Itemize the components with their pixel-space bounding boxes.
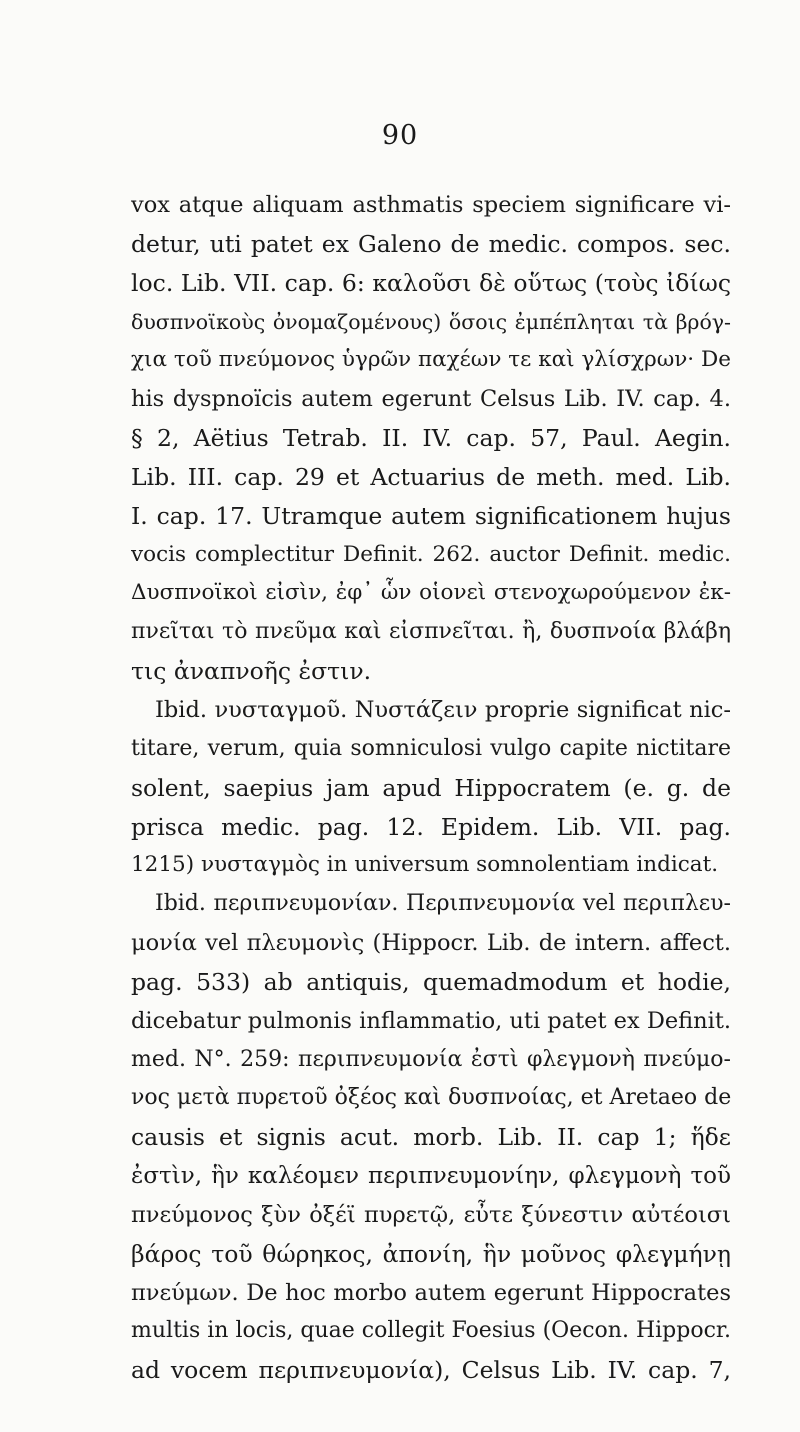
text-line: his dyspnoïcis autem egerunt Celsus Lib. IV. cap. 4. xyxy=(131,386,731,413)
text-line: ἐστὶν, ἣν καλέομεν περιπνευμονίην, φλεγμονὴ τοῦ xyxy=(131,1163,731,1190)
text-line: πνεύμονος ξὺν ὀξέϊ πυρετῷ, εὖτε ξύνεστιν αὐτέοισι xyxy=(131,1201,731,1228)
text-line: loc. Lib. VII. cap. 6: καλοῦσι δὲ οὕτως (τοὺς ἰδίως xyxy=(131,268,731,297)
text-line: detur, uti patet ex Galeno de medic. compos. sec. xyxy=(131,229,731,258)
text-line: § 2, Aëtius Tetrab. II. IV. cap. 57, Paul. Aegin. xyxy=(131,424,731,453)
text-line: 1215) νυσταγμὸς in universum somnolentiam indicat. xyxy=(131,852,719,878)
text-line: med. N°. 259: περιπνευμονία ἐστὶ φλεγμονὴ πνεύμο- xyxy=(131,1046,731,1072)
text-line: πνεῖται τὸ πνεῦμα καὶ εἰσπνεῖται. ἢ, δυσπνοία βλάβη xyxy=(131,619,731,645)
text-line: δυσπνοϊκοὺς ὀνομαζομένους) ὅσοις ἐμπέπληται τὰ βρόγ- xyxy=(131,309,731,334)
text-line: prisca medic. pag. 12. Epidem. Lib. VII. pag. xyxy=(131,812,731,841)
text-line: causis et signis acut. morb. Lib. II. cap 1; ἥδε xyxy=(131,1123,731,1152)
text-line: Ibid. νυσταγμοῦ. Νυστάζειν proprie significat nic- xyxy=(155,696,731,723)
text-line: πνεύμων. De hoc morbo autem egerunt Hippocrates xyxy=(131,1279,731,1306)
text-line: τις ἀναπνοῆς ἐστιν. xyxy=(131,657,372,686)
text-line: νος μετὰ πυρετοῦ ὀξέος καὶ δυσπνοίας, et Aretaeo de xyxy=(131,1085,731,1111)
text-line: Δυσπνοϊκοὶ εἰσὶν, ἐφ᾽ ὧν οἱονεὶ στενοχωρούμενον ἐκ- xyxy=(131,580,731,606)
page-number: 90 xyxy=(381,120,419,151)
text-line: χια τοῦ πνεύμονος ὑγρῶν παχέων τε καὶ γλίσχρων· De xyxy=(131,347,731,373)
text-line: Ibid. περιπνευμονίαν. Περιπνευμονία vel περιπλευ- xyxy=(155,891,731,917)
text-line: multis in locis, quae collegit Foesius (Oecon. Hippocr. xyxy=(131,1318,731,1344)
text-line: solent, saepius jam apud Hippocratem (e. g. de xyxy=(131,773,731,802)
text-line: ad vocem περιπνευμονία), Celsus Lib. IV. cap. 7, xyxy=(131,1356,731,1385)
text-line: pag. 533) ab antiquis, quemadmodum et hodie, xyxy=(131,967,731,996)
text-line: dicebatur pulmonis inflammatio, uti patet ex Definit. xyxy=(131,1007,731,1034)
text-line: vox atque aliquam asthmatis speciem significare vi- xyxy=(131,192,731,218)
text-line: Lib. III. cap. 29 et Actuarius de meth. med. Lib. xyxy=(131,462,731,491)
text-line: vocis complectitur Definit. 262. auctor Definit. medic. xyxy=(131,541,731,567)
text-line: βάρος τοῦ θώρηκος, ἀπονίη, ἣν μοῦνος φλεγμήνῃ xyxy=(131,1239,731,1268)
text-body xyxy=(131,186,731,1390)
text-line: μονία vel πλευμονὶς (Hippocr. Lib. de intern. affect. xyxy=(131,930,731,957)
text-line: I. cap. 17. Utramque autem significationem hujus xyxy=(131,501,731,530)
text-line: titare, verum, quia somniculosi vulgo capite nictitare xyxy=(131,735,731,761)
